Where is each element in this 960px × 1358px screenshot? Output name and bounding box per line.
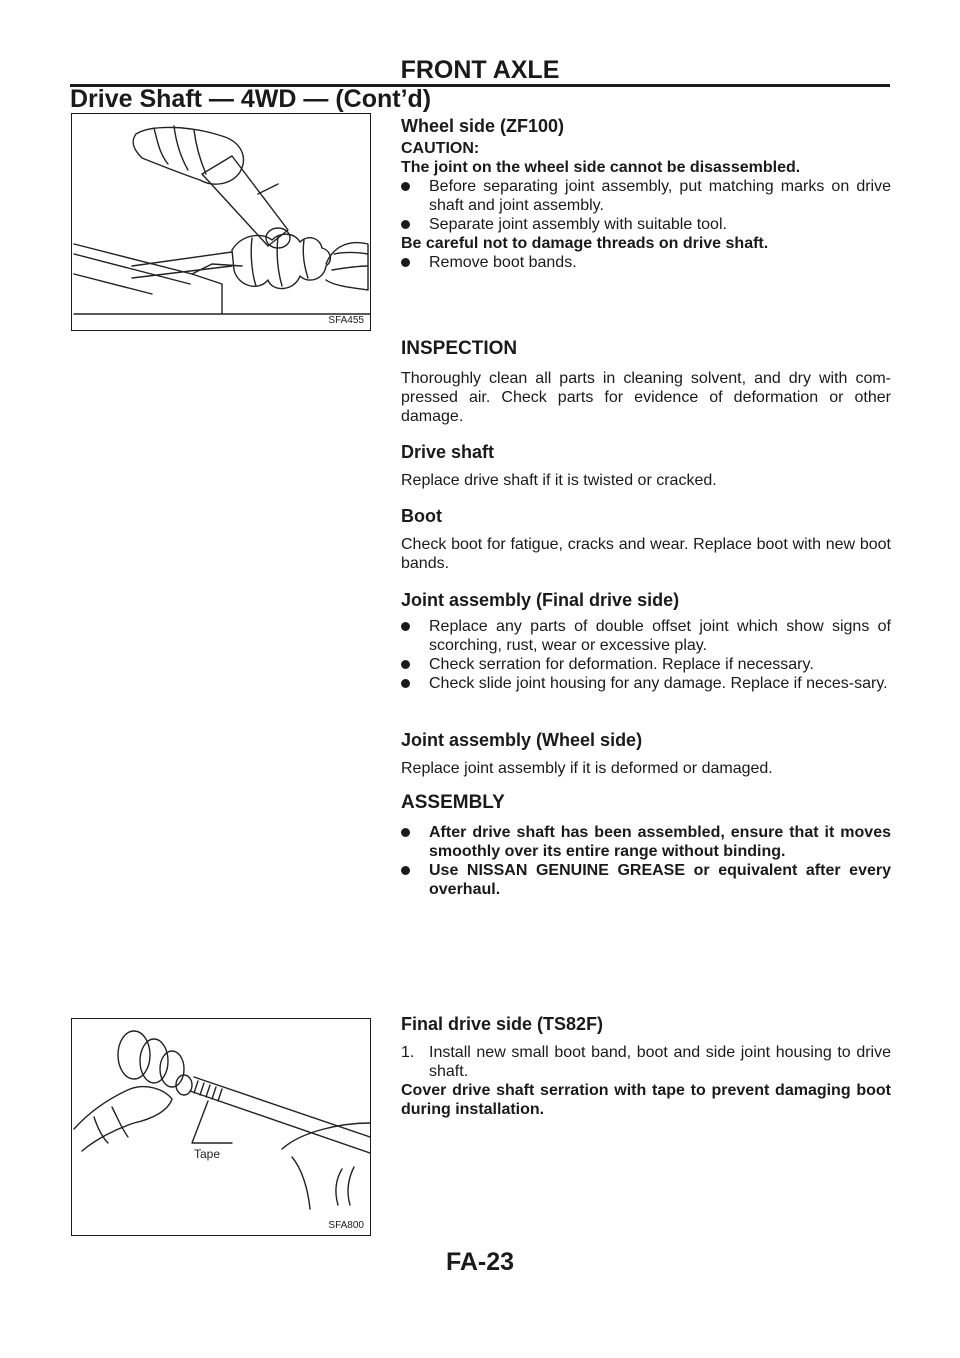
figure-sfa800: [71, 1018, 371, 1236]
list-item: Remove boot bands.: [401, 253, 891, 272]
list-item: [401, 1043, 891, 1081]
bullet-icon: [401, 679, 410, 688]
list-item: Check serration for deformation. Replace if necessary.: [401, 655, 891, 674]
page-number: FA-23: [445, 1248, 515, 1276]
bullet-icon: [401, 220, 410, 229]
heading-inspection: INSPECTION: [401, 338, 518, 359]
inspection-block: [401, 337, 891, 426]
heading-assembly: ASSEMBLY: [401, 792, 505, 813]
section-title: FRONT AXLE: [400, 56, 560, 84]
list-item: Separate joint assembly with suitable tool.: [401, 215, 891, 234]
figure-sfa455: [71, 113, 371, 331]
tape-serration-illustration: [72, 1019, 370, 1235]
joint-final-block: [401, 589, 891, 693]
list-item: Replace any parts of double offset joint which show signs of scorching, rust, wear or excessive play.: [401, 617, 891, 655]
bullet-icon: [401, 828, 410, 837]
bullet-icon: [401, 866, 410, 875]
list-item: Use NISSAN GENUINE GREASE or equivalent after every overhaul.: [401, 861, 891, 899]
wheel-side-block: [401, 115, 891, 272]
tape-callout-label: Tape: [194, 1147, 221, 1161]
step-text: Install new small boot band, boot and side joint housing to drive shaft.: [429, 1044, 891, 1080]
list-item: Before separating joint assembly, put matching marks on drive shaft and joint assembly.: [401, 177, 891, 215]
caution-text: The joint on the wheel side cannot be disassembled.: [401, 159, 801, 176]
boot-block: [401, 505, 891, 573]
boot-text: Check boot for fatigue, cracks and wear. Replace boot with new boot bands.: [401, 536, 891, 572]
wheel-side-note: Be careful not to damage threads on drive shaft.: [401, 235, 769, 252]
inspection-text: Thoroughly clean all parts in cleaning solvent, and dry with com-pressed air. Check parts for evidence of deformation or other damage.: [401, 370, 891, 425]
heading-boot: Boot: [401, 506, 442, 526]
heading-joint-wheel: Joint assembly (Wheel side): [401, 730, 643, 750]
bullet-icon: [401, 182, 410, 191]
drive-shaft-text: Replace drive shaft if it is twisted or cracked.: [401, 472, 717, 489]
joint-wheel-block: [401, 729, 891, 778]
joint-wheel-text: Replace joint assembly if it is deformed or damaged.: [401, 760, 773, 777]
bullet-icon: [401, 258, 410, 267]
bullet-icon: [401, 622, 410, 631]
drive-shaft-block: [401, 441, 891, 490]
figure-code: SFA800: [328, 1220, 364, 1231]
page-subtitle: Drive Shaft — 4WD — (Cont’d): [70, 85, 432, 113]
final-drive-note: Cover drive shaft serration with tape to prevent damaging boot during installation.: [401, 1082, 891, 1118]
caution-label: CAUTION:: [401, 140, 480, 157]
list-item: Check slide joint housing for any damage. Replace if neces-sary.: [401, 674, 891, 693]
heading-drive-shaft: Drive shaft: [401, 442, 495, 462]
list-item: After drive shaft has been assembled, ensure that it moves smoothly over its entire range without binding.: [401, 823, 891, 861]
figure-code: SFA455: [328, 315, 364, 326]
bullet-icon: [401, 660, 410, 669]
final-drive-block: [401, 1013, 891, 1119]
heading-joint-final: Joint assembly (Final drive side): [401, 590, 680, 610]
step-number: 1.: [401, 1044, 415, 1061]
assembly-block: [401, 791, 891, 899]
hammer-joint-illustration: [72, 114, 370, 330]
heading-wheel-side: Wheel side (ZF100): [401, 116, 565, 136]
heading-final-drive: Final drive side (TS82F): [401, 1014, 604, 1034]
